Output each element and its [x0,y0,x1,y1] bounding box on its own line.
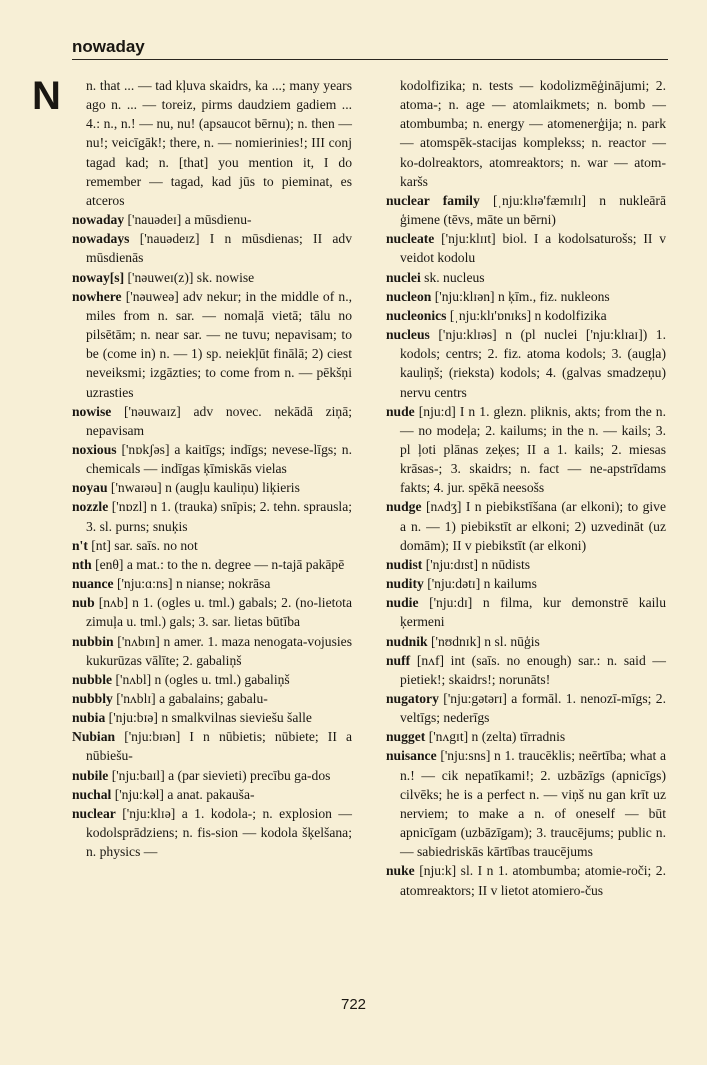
entry-definition: sk. nucleus [424,269,485,285]
entry-headword: nubble [72,671,113,687]
dictionary-entry [72,670,352,689]
entry-definition: ['nwaɪəu] n (augļu kauliņu) liķieris [110,480,300,496]
entry-headword: n't [72,537,88,553]
entry-headword: nucleon [386,288,432,304]
entry-definition: ['nju:bɪən] I n nūbietis; nūbiete; II a nūbiešu- [86,729,352,764]
entry-headword: nozzle [72,499,109,515]
dictionary-entry [386,689,666,727]
entry-definition: [nʌb] n 1. (ogles u. tml.) gabals; 2. (no-lietota zimuļa u. tml.) gals; 3. sar. lietas būtība [86,595,352,630]
entry-headword: nudie [386,595,419,611]
dictionary-entry [72,478,352,497]
entry-definition: [nʌf] int (saīs. no enough) sar.: n. said — pietiek!; skaidrs!; norunāts! [400,652,666,687]
dictionary-entry [386,306,666,325]
entry-definition: ['nju:sns] n 1. traucēklis; neērtība; what a n.! — cik nepatīkami!; 2. uzbāzīgs (apnicīgs) cilvēks; he is a perfect n. — viņš nu gan krīt uz nerviem; to make a n. of oneself — būt apnicīgam (uzbāzīgam); 3. traucējums; public n. — sabiedriskās kārtības traucējums [400,748,666,860]
entry-headword: nude [386,403,415,419]
entry-definition: n. that ... — tad kļuva skaidrs, ka ...; many years ago n. ... — toreiz, pirms daudziem gadiem ... 4.: n., n.! — nu, nu! (apsaucot bērnu); n. then — nu!; veicīgāk!; there, n. — nomierinies!; III conj tagad kad; n. [that] you mention it, I do remember — tagad, kad jūs to pieminat, es atceros [86,78,352,208]
entry-headword: nucleate [386,231,435,247]
dictionary-entry [72,632,352,670]
entry-definition: ['nju:dɪst] n nūdists [425,556,531,572]
entry-definition: [nʌdʒ] I n piebikstīšana (ar elkoni); to give a n. — 1) piebikstīt ar elkoni; 2) uzvedināt (uz domām); II v piebikstīt (ar elkoni) [400,499,666,553]
dictionary-entry [386,632,666,651]
entry-headword: nuance [72,576,114,592]
entry-definition: ['nɒkʃəs] a kaitīgs; indīgs; nevese-līgs; n. chemicals — indīgas ķīmiskās vielas [86,441,352,477]
dictionary-entry [386,651,666,689]
page-number: 722 [340,996,367,1013]
dictionary-entry [386,746,666,861]
dictionary-entry [386,229,666,267]
dictionary-entry [72,708,352,727]
dictionary-entry [72,287,352,402]
dictionary-entry [386,325,666,402]
entry-definition: ['nju:dɪ] n filma, kur demonstrē kailu ķermeni [400,595,666,630]
entry-headword: nugget [386,729,426,745]
entry-definition: ['nəuweɪ(z)] sk. nowise [127,269,255,285]
dictionary-entry [72,689,352,708]
entry-definition: ['nʌblɪ] a gabalains; gabalu- [116,691,268,706]
dictionary-entry [386,268,666,287]
entry-definition: ['nauədeɪz] I n mūsdienas; II adv mūsdienās [86,231,352,266]
entry-definition: ['nju:klɪən] n ķīm., fiz. nukleons [434,288,610,304]
dictionary-entry [72,268,352,287]
entry-headword: nowadays [72,231,130,247]
entry-continuation [72,76,352,210]
dictionary-entry [386,287,666,306]
entry-definition: ['nju:dətɪ] n kailums [427,576,537,592]
dictionary-entry [72,785,352,804]
entry-headword: nuff [386,652,411,668]
entry-headword: nudge [386,499,422,515]
dictionary-entry [72,766,352,785]
entry-headword: noway[s] [72,269,125,285]
dictionary-entry [72,555,352,574]
entry-definition: ['nʊdnɪk] n sl. nūģis [430,633,540,649]
thumb-index-letter: N [32,74,61,118]
entry-headword: nudnik [386,633,428,649]
entry-headword: nth [72,556,92,572]
dictionary-entry [72,536,352,555]
entry-definition: ['nju:kəl] a anat. pakauša- [114,786,255,802]
entry-headword: nub [72,595,95,611]
dictionary-entry [72,402,352,440]
entry-headword: Nubian [72,729,116,745]
left-column [72,76,352,861]
dictionary-entry [386,861,666,899]
entry-headword: nowise [72,403,112,419]
entry-definition: ['nju:klɪə] a 1. kodola-; n. explosion — kodolsprādziens; n. fis-sion — kodola šķelšana; n. physics — [86,805,353,860]
entry-headword: nuchal [72,786,112,802]
dictionary-entry [72,497,352,535]
dictionary-entry [72,229,352,267]
dictionary-entry [386,402,666,498]
entry-headword: nubbin [72,633,114,649]
entry-definition: ['nɒzl] n 1. (trauka) snīpis; 2. tehn. sprausla; 3. sl. purns; snuķis [86,499,352,534]
entry-definition: [nju:k] sl. I n 1. atombumba; atomie-roči; 2. atomreaktors; II v lietot atomiero-čus [400,863,666,898]
header-rule [72,59,668,60]
entry-headword: nudity [386,576,424,592]
entry-headword: nubile [72,767,109,783]
entry-definition: [ˌnju:klɪ'ɒnɪks] n kodolfizika [449,307,607,323]
entry-definition: [nju:d] I n 1. glezn. pliknis, akts; from the n. — no modeļa; 2. kailums; in the n. — kails; 3. pl ļoti plānas zeķes; II a 1. kails; 2. miesas krāsas-; 3. skaidrs; n. fact — ne-apstrīdams fakts; 4. jur. spēkā neesošs [400,403,666,496]
entry-headword: nucleonics [386,307,447,323]
entry-definition: [nt] sar. saīs. no not [91,537,198,553]
entry-headword: nuisance [386,748,437,764]
dictionary-entry [386,497,666,554]
entry-definition: kodolfizika; n. tests — kodolizmēģinājumi; 2. atoma-; n. age — atomlaikmets; n. bomb — atombumba; n. energy — atomenerģija; n. park — atomspēk-stacijas komplekss; n. reactor — ko-dolreaktors, atomreaktors; n. war — atom-karšs [400,78,666,189]
entry-headword: nuclei [386,269,421,285]
entry-headword: noxious [72,441,117,457]
entry-definition: ['nʌbɪn] n amer. 1. maza nenogata-vojusies kukurūzas vālīte; 2. gabaliņš [86,633,352,668]
dictionary-entry [386,574,666,593]
entry-definition: ['nju:klɪəs] n (pl nuclei ['nju:klɪaɪ]) 1. kodols; centrs; 2. fiz. atoma kodols; 3. (augļa) kauliņš; (rieksta) kodols; 4. (galvas smadzeņu) nervu centrs [400,327,666,400]
entry-headword: nudist [386,556,423,572]
entry-definition: ['nəuweə] adv nekur; in the middle of n., miles from n. sar. — nomaļā vietā; tālu no pilsētām; n. near sar. — ne tuvu; nepavisam; to be (come in) n. — 1) sp. neiekļūt finālā; 2) ciest neveiksmi; izgāzties; to come from n. — pēkšņi uzrasties [86,288,352,400]
dictionary-entry [72,210,352,229]
entry-continuation [386,76,666,191]
entry-definition: ['nʌgɪt] n (zelta) tīrradnis [428,729,566,745]
entry-definition: ['nju:gətərɪ] a formāl. 1. nenozī-mīgs; 2. veltīgs; nederīgs [400,691,666,726]
entry-headword: noyau [72,480,108,496]
dictionary-entry [386,727,666,746]
dictionary-entry [386,555,666,574]
entry-definition: ['nʌbl] n (ogles u. tml.) gabaliņš [115,671,290,687]
entry-definition: ['nju:bɪə] n smalkvilnas sieviešu šalle [108,710,312,726]
dictionary-entry [386,191,666,229]
entry-definition: ['nju:baɪl] a (par sievieti) precību ga-dos [111,767,331,783]
dictionary-entry [72,593,352,631]
entry-headword: nugatory [386,691,439,706]
entry-definition: ['nju:ɑ:ns] n nianse; nokrāsa [116,576,271,592]
dictionary-entry [72,804,352,861]
entry-definition: [enθ] a mat.: to the n. degree — n-tajā pakāpē [95,556,345,572]
entry-definition: ['nju:klɪɪt] biol. I a kodolsaturošs; II v veidot kodolu [400,231,666,266]
entry-headword: nubia [72,710,106,726]
dictionary-entry [72,727,352,765]
entry-headword: nowhere [72,288,122,304]
entry-headword: nowaday [72,212,125,228]
dictionary-entry [72,440,352,478]
entry-definition: ['nəuwaɪz] adv novec. nekādā ziņā; nepavisam [86,403,353,438]
right-column [386,76,666,900]
entry-headword: nubbly [72,691,113,706]
entry-definition: [ˌnju:klɪə'fæmɪlɪ] n nukleārā ģimene (tēvs, māte un bērni) [400,192,666,228]
dictionary-entry [72,574,352,593]
running-head: nowaday [72,37,145,56]
entry-headword: nuclear family [386,192,480,208]
entry-headword: nuke [386,863,415,879]
entry-headword: nuclear [72,805,116,821]
entry-definition: ['nauədeɪ] a mūsdienu- [127,212,252,228]
dictionary-entry [386,593,666,631]
entry-headword: nucleus [386,327,430,343]
